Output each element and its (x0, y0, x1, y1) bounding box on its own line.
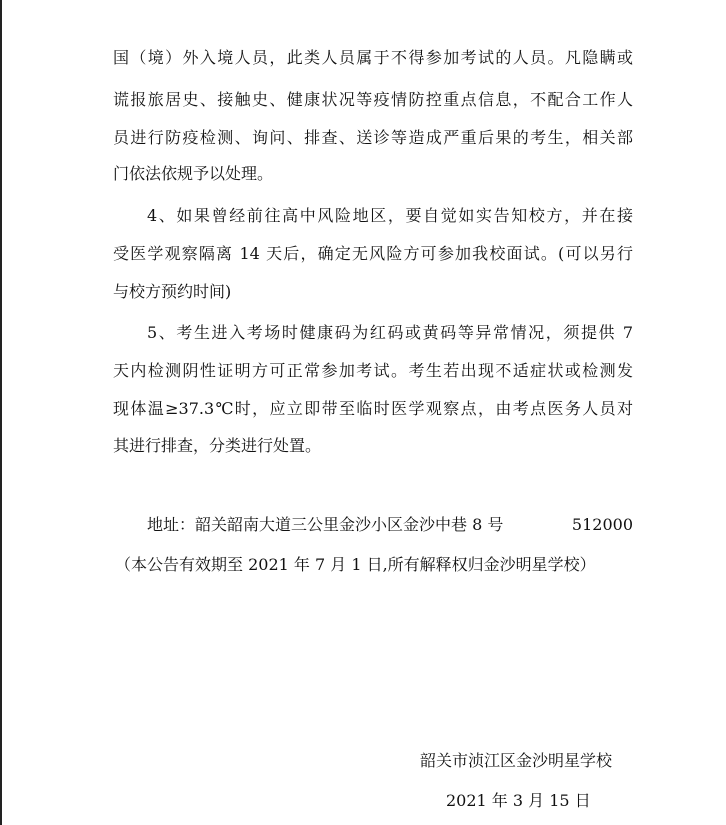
item-5-line: 5、考生进入考场时健康码为红码或黄码等异常情况，须提供 7 (147, 323, 633, 342)
postcode: 512000 (571, 515, 633, 534)
item-4-line: 与校方预约时间) (113, 282, 232, 301)
item-4-line: 4、如果曾经前往高中风险地区，要自觉如实告知校方，并在接 (147, 206, 633, 225)
page-left-border (0, 0, 2, 825)
item-4-line: 受医学观察隔离 14 天后，确定无风险方可参加我校面试。(可以另行 (113, 244, 633, 263)
item-5-line: 其进行排查，分类进行处置。 (113, 436, 322, 455)
paragraph-line: 国（境）外入境人员，此类人员属于不得参加考试的人员。凡隐瞒或 (113, 48, 633, 67)
address-text: 地址：韶关韶南大道三公里金沙小区金沙中巷 8 号 (147, 515, 504, 534)
item-5-line: 现体温≥37.3℃时，应立即带至临时医学观察点，由考点医务人员对 (113, 399, 633, 418)
item-5-line: 天内检测阴性证明方可正常参加考试。考生若出现不适症状或检测发 (113, 361, 633, 380)
paragraph-line: 门依法依规予以处理。 (113, 164, 274, 183)
validity-note: （本公告有效期至 2021 年 7 月 1 日,所有解释权归金沙明星学校） (115, 555, 596, 574)
issuer-name: 韶关市浈江区金沙明星学校 (420, 751, 613, 770)
issue-date: 2021 年 3 月 15 日 (446, 791, 591, 810)
paragraph-line: 谎报旅居史、接触史、健康状况等疫情防控重点信息，不配合工作人 (113, 90, 633, 109)
address-row (113, 514, 633, 536)
paragraph-line: 员进行防疫检测、询问、排查、送诊等造成严重后果的考生，相关部 (113, 128, 633, 147)
